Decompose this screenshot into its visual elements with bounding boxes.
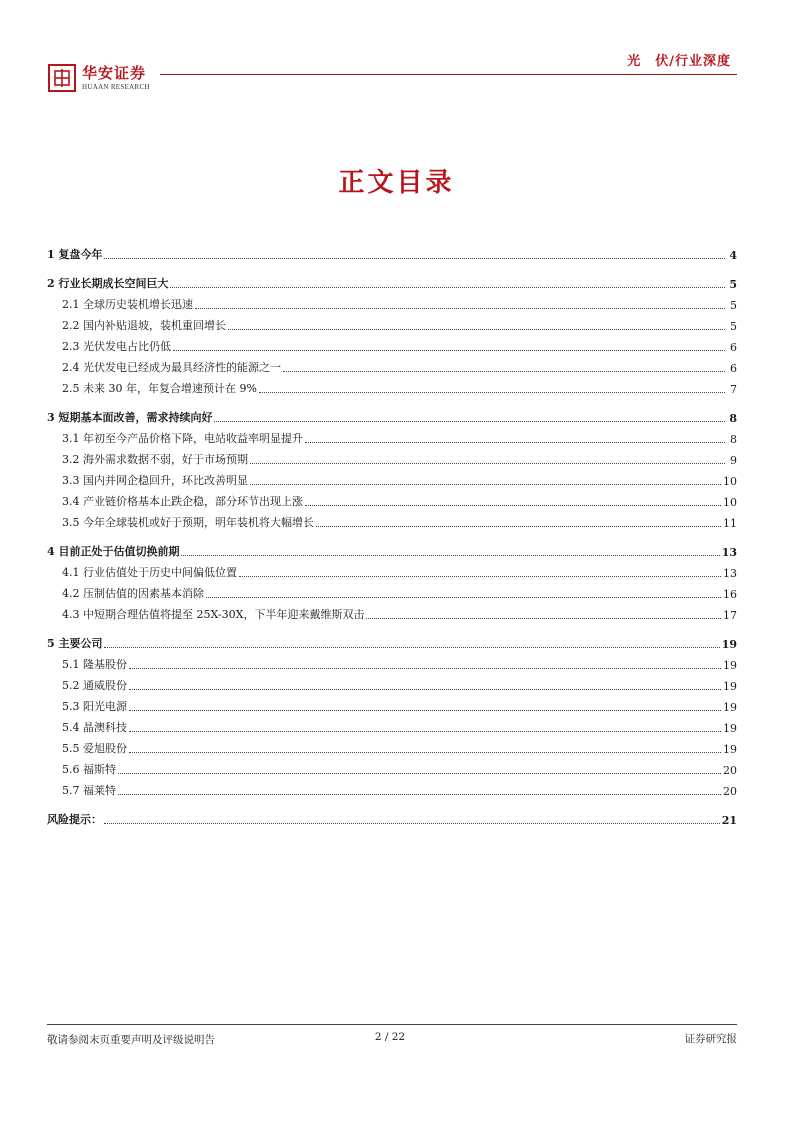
brand-logo-icon [48, 64, 76, 92]
toc-label: 3.4 产业链价格基本止跌企稳，部分环节出现上涨 [62, 495, 303, 508]
toc-label: 3 短期基本面改善，需求持续向好 [47, 411, 213, 424]
brand-name-cn: 华安证券 [82, 64, 147, 82]
toc-subsection[interactable] [47, 580, 737, 601]
toc-leader-dots [118, 772, 721, 774]
toc-label: 5.2 通威股份 [62, 679, 127, 692]
toc-subsection[interactable] [47, 735, 737, 756]
toc-subsection[interactable] [47, 693, 737, 714]
toc-leader-dots [118, 793, 721, 795]
toc-subsection[interactable] [47, 333, 737, 354]
toc-label: 4.1 行业估值处于历史中间偏低位置 [62, 566, 237, 579]
footer-divider [47, 1024, 737, 1025]
toc-leader-dots [305, 504, 721, 506]
toc-subsection[interactable] [47, 509, 737, 530]
toc-subsection[interactable] [47, 446, 737, 467]
toc-page-number: 9 [730, 454, 737, 467]
toc-subsection[interactable] [47, 672, 737, 693]
toc-leader-dots [170, 286, 725, 288]
toc-leader-dots [129, 751, 721, 753]
toc-label: 3.5 今年全球装机或好于预期，明年装机将大幅增长 [62, 516, 314, 529]
toc-page-number: 8 [729, 412, 737, 425]
toc-leader-dots [129, 730, 721, 732]
toc-label: 3.2 海外需求数据不弱，好于市场预期 [62, 453, 248, 466]
toc-label: 2.5 未来 30 年，年复合增速预计在 9% [62, 382, 257, 395]
toc-leader-dots [104, 646, 719, 648]
toc-page-number: 21 [721, 814, 737, 827]
toc-leader-dots [316, 525, 721, 527]
toc-subsection[interactable] [47, 777, 737, 798]
toc-leader-dots [129, 688, 721, 690]
toc-label: 风险提示： [47, 813, 102, 826]
toc-leader-dots [181, 554, 719, 556]
toc-page-number: 4 [729, 249, 737, 262]
toc-subsection[interactable] [47, 651, 737, 672]
toc-label: 5.7 福莱特 [62, 784, 116, 797]
toc-section[interactable] [47, 404, 737, 425]
header-divider [160, 74, 737, 75]
toc-subsection[interactable] [47, 601, 737, 622]
toc-page-number: 19 [723, 743, 737, 756]
toc-leader-dots [129, 709, 721, 711]
toc-page-number: 19 [721, 638, 737, 651]
brand-name-en: HUAAN RESEARCH [82, 83, 150, 91]
toc-label: 5.3 阳光电源 [62, 700, 127, 713]
toc-page-number: 5 [729, 278, 737, 291]
toc-page-number: 6 [730, 341, 737, 354]
toc-label: 2.1 全球历史装机增长迅速 [62, 298, 193, 311]
toc-subsection[interactable] [47, 354, 737, 375]
toc-subsection[interactable] [47, 467, 737, 488]
toc-subsection[interactable] [47, 425, 737, 446]
toc-section[interactable] [47, 270, 737, 291]
toc-page-number: 16 [723, 588, 737, 601]
toc-subsection[interactable] [47, 291, 737, 312]
toc-leader-dots [239, 575, 721, 577]
toc-subsection[interactable] [47, 714, 737, 735]
toc-leader-dots [195, 307, 725, 309]
toc-leader-dots [250, 483, 721, 485]
page-number: 2 / 22 [374, 1031, 406, 1043]
toc-page-number: 19 [723, 680, 737, 693]
toc-section[interactable] [47, 241, 737, 262]
toc-subsection[interactable] [47, 559, 737, 580]
toc-leader-dots [129, 667, 721, 669]
toc-subsection[interactable] [47, 756, 737, 777]
toc-page-number: 13 [721, 546, 737, 559]
toc-page-number: 5 [730, 320, 737, 333]
toc-page-number: 13 [723, 567, 737, 580]
toc-leader-dots [250, 462, 725, 464]
footer-disclaimer: 敬请参阅末页重要声明及评级说明告 [47, 1034, 215, 1046]
toc-label: 4.2 压制估值的因素基本消除 [62, 587, 204, 600]
toc-label: 4.3 中短期合理估值将提至 25X-30X，下半年迎来戴维斯双击 [62, 608, 365, 621]
toc-label: 5 主要公司 [47, 637, 103, 650]
toc-label: 2 行业长期成长空间巨大 [47, 277, 169, 290]
toc-page-number: 5 [730, 299, 737, 312]
toc-label: 2.4 光伏发电已经成为最具经济性的能源之一 [62, 361, 281, 374]
toc-page-number: 20 [723, 785, 737, 798]
toc-subsection[interactable] [47, 312, 737, 333]
toc-page-number: 6 [730, 362, 737, 375]
toc-leader-dots [173, 349, 725, 351]
footer-doc-type: 证券研究报 [684, 1033, 737, 1045]
toc-page-number: 19 [723, 701, 737, 714]
toc-page-number: 10 [723, 496, 737, 509]
toc-page-number: 10 [723, 475, 737, 488]
toc-label: 4 目前正处于估值切换前期 [47, 545, 180, 558]
toc-subsection[interactable] [47, 375, 737, 396]
report-type: 光 伏/行业深度 [627, 54, 731, 69]
toc-page-number: 11 [723, 517, 737, 530]
toc-section[interactable] [47, 538, 737, 559]
toc-label: 3.3 国内并网企稳回升，环比改善明显 [62, 474, 248, 487]
toc-label: 2.2 国内补贴退坡，装机重回增长 [62, 319, 226, 332]
toc-section[interactable] [47, 630, 737, 651]
toc-label: 1 复盘今年 [47, 248, 103, 261]
toc-label: 5.1 隆基股份 [62, 658, 127, 671]
toc-page-number: 8 [730, 433, 737, 446]
toc-section[interactable] [47, 806, 737, 827]
toc-label: 2.3 光伏发电占比仍低 [62, 340, 171, 353]
toc-leader-dots [259, 391, 725, 393]
table-of-contents [47, 241, 737, 827]
toc-page-number: 19 [723, 659, 737, 672]
toc-leader-dots [104, 822, 720, 824]
toc-page-number: 17 [723, 609, 737, 622]
toc-page-number: 7 [730, 383, 737, 396]
toc-label: 3.1 年初至今产品价格下降，电站收益率明显提升 [62, 432, 303, 445]
toc-leader-dots [214, 420, 725, 422]
toc-page-number: 19 [723, 722, 737, 735]
toc-leader-dots [104, 257, 725, 259]
toc-label: 5.5 爱旭股份 [62, 742, 127, 755]
toc-leader-dots [228, 328, 725, 330]
toc-leader-dots [206, 596, 721, 598]
toc-leader-dots [305, 441, 725, 443]
toc-page-number: 20 [723, 764, 737, 777]
page-title: 正文目录 [338, 168, 455, 198]
toc-label: 5.6 福斯特 [62, 763, 116, 776]
toc-leader-dots [283, 370, 725, 372]
toc-leader-dots [366, 617, 721, 619]
toc-label: 5.4 晶澳科技 [62, 721, 127, 734]
toc-subsection[interactable] [47, 488, 737, 509]
